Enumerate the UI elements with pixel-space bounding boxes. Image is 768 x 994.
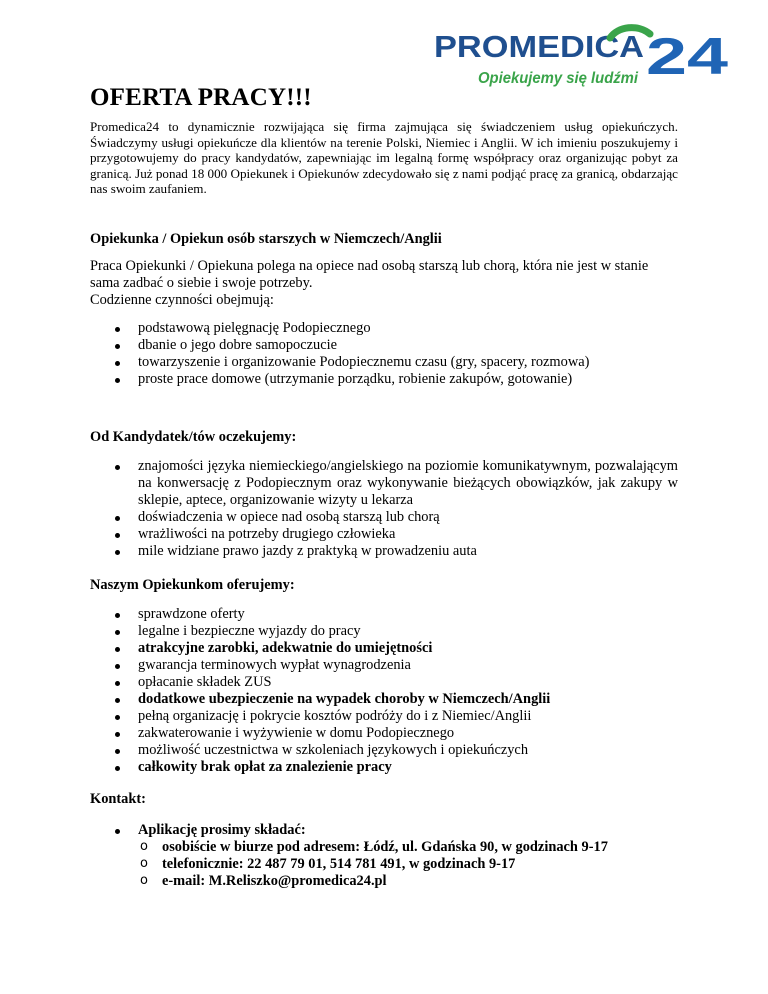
contact-options-list [138, 839, 690, 890]
list-item: dodatkowe ubezpieczenie na wypadek choroby w Niemczech/Anglii [90, 691, 690, 708]
logo-brand-text: PROMEDICA [434, 29, 644, 64]
duties-list [90, 320, 690, 388]
list-item: dbanie o jego dobre samopoczucie [90, 337, 690, 354]
promedica24-logo [432, 24, 732, 88]
contact-email-link[interactable]: o e-mail: M.Reliszko@promedica24.pl [138, 873, 690, 890]
list-item: całkowity brak opłat za znalezienie pracy [90, 759, 690, 776]
list-item: wrażliwości na potrzeby drugiego człowieka [90, 526, 690, 543]
list-item: znajomości języka niemieckiego/angielskiego na poziomie komunikatywnym, pozwalającym na konwersację z Podopiecznym oraz wykonywanie bieżących obowiązków, jak zakupy w sklepie, aptece, organizowanie wizyty u lekarza [90, 458, 678, 509]
list-item: doświadczenia w opiece nad osobą starszą lub chorą [90, 509, 690, 526]
offer-section [90, 577, 690, 594]
list-item: atrakcyjne zarobki, adekwatnie do umiejętności [90, 640, 690, 657]
offer-list [90, 606, 690, 776]
list-item [90, 822, 690, 890]
requirements-list-block [90, 458, 690, 560]
contact-address: o osobiście w biurze pod adresem: Łódź, ul. Gdańska 90, w godzinach 9-17 [138, 839, 690, 856]
contact-list [90, 822, 690, 890]
requirements-section [90, 429, 690, 446]
duties-intro: Codzienne czynności obejmują: [90, 292, 274, 308]
list-item: opłacanie składek ZUS [90, 674, 690, 691]
logo-number-text: 24 [646, 28, 729, 86]
offer-list-block [90, 606, 690, 776]
offer-heading: Naszym Opiekunkom oferujemy: [90, 577, 295, 593]
list-item: pełną organizację i pokrycie kosztów podróży do i z Niemiec/Anglii [90, 708, 690, 725]
contact-section [90, 791, 690, 808]
position-description-block [90, 258, 670, 309]
contact-apply-label: Aplikację prosimy składać: [138, 822, 306, 838]
list-item: podstawową pielęgnację Podopiecznego [90, 320, 690, 337]
requirements-list [90, 458, 690, 560]
contact-phone: o telefonicznie: 22 487 79 01, 514 781 491, w godzinach 9-17 [138, 856, 690, 873]
list-item: proste prace domowe (utrzymanie porządku, robienie zakupów, gotowanie) [90, 371, 690, 388]
intro-paragraph: Promedica24 to dynamicznie rozwijająca się firma zajmująca się świadczeniem usług opiekuńczych. Świadczymy usługi opiekuńcze dla klientów na terenie Polski, Niemiec i Anglii. W ich imieniu poszukujemy i przygotowujemy do pracy kandydatów, zapewniając im legalną formę współpracy oraz organizując pobyt za granicą. Już ponad 18 000 Opiekunek i Opiekunów zdecydowało się z nami podjąć pracę za granicą, obdarzając nas swoim zaufaniem. [90, 119, 678, 197]
position-heading: Opiekunka / Opiekun osób starszych w Niemczech/Anglii [90, 231, 442, 247]
duties-list-block [90, 320, 690, 388]
contact-list-block [90, 822, 690, 890]
list-item: gwarancja terminowych wypłat wynagrodzenia [90, 657, 690, 674]
logo-tagline-text: Opiekujemy się ludźmi [478, 70, 639, 87]
page-title: OFERTA PRACY!!! [90, 84, 312, 111]
position-description: Praca Opiekunki / Opiekuna polega na opiece nad osobą starszą lub chorą, która nie jest w stanie sama zadbać o siebie i swoje potrzeby. [90, 258, 649, 291]
list-item: towarzyszenie i organizowanie Podopiecznemu czasu (gry, spacery, rozmowa) [90, 354, 690, 371]
list-item: możliwość uczestnictwa w szkoleniach językowych i opiekuńczych [90, 742, 690, 759]
contact-heading: Kontakt: [90, 791, 146, 807]
list-item: mile widziane prawo jazdy z praktyką w prowadzeniu auta [90, 543, 690, 560]
list-item: legalne i bezpieczne wyjazdy do pracy [90, 623, 690, 640]
list-item: zakwaterowanie i wyżywienie w domu Podopiecznego [90, 725, 690, 742]
position-section [90, 231, 690, 248]
list-item: sprawdzone oferty [90, 606, 690, 623]
requirements-heading: Od Kandydatek/tów oczekujemy: [90, 429, 297, 445]
